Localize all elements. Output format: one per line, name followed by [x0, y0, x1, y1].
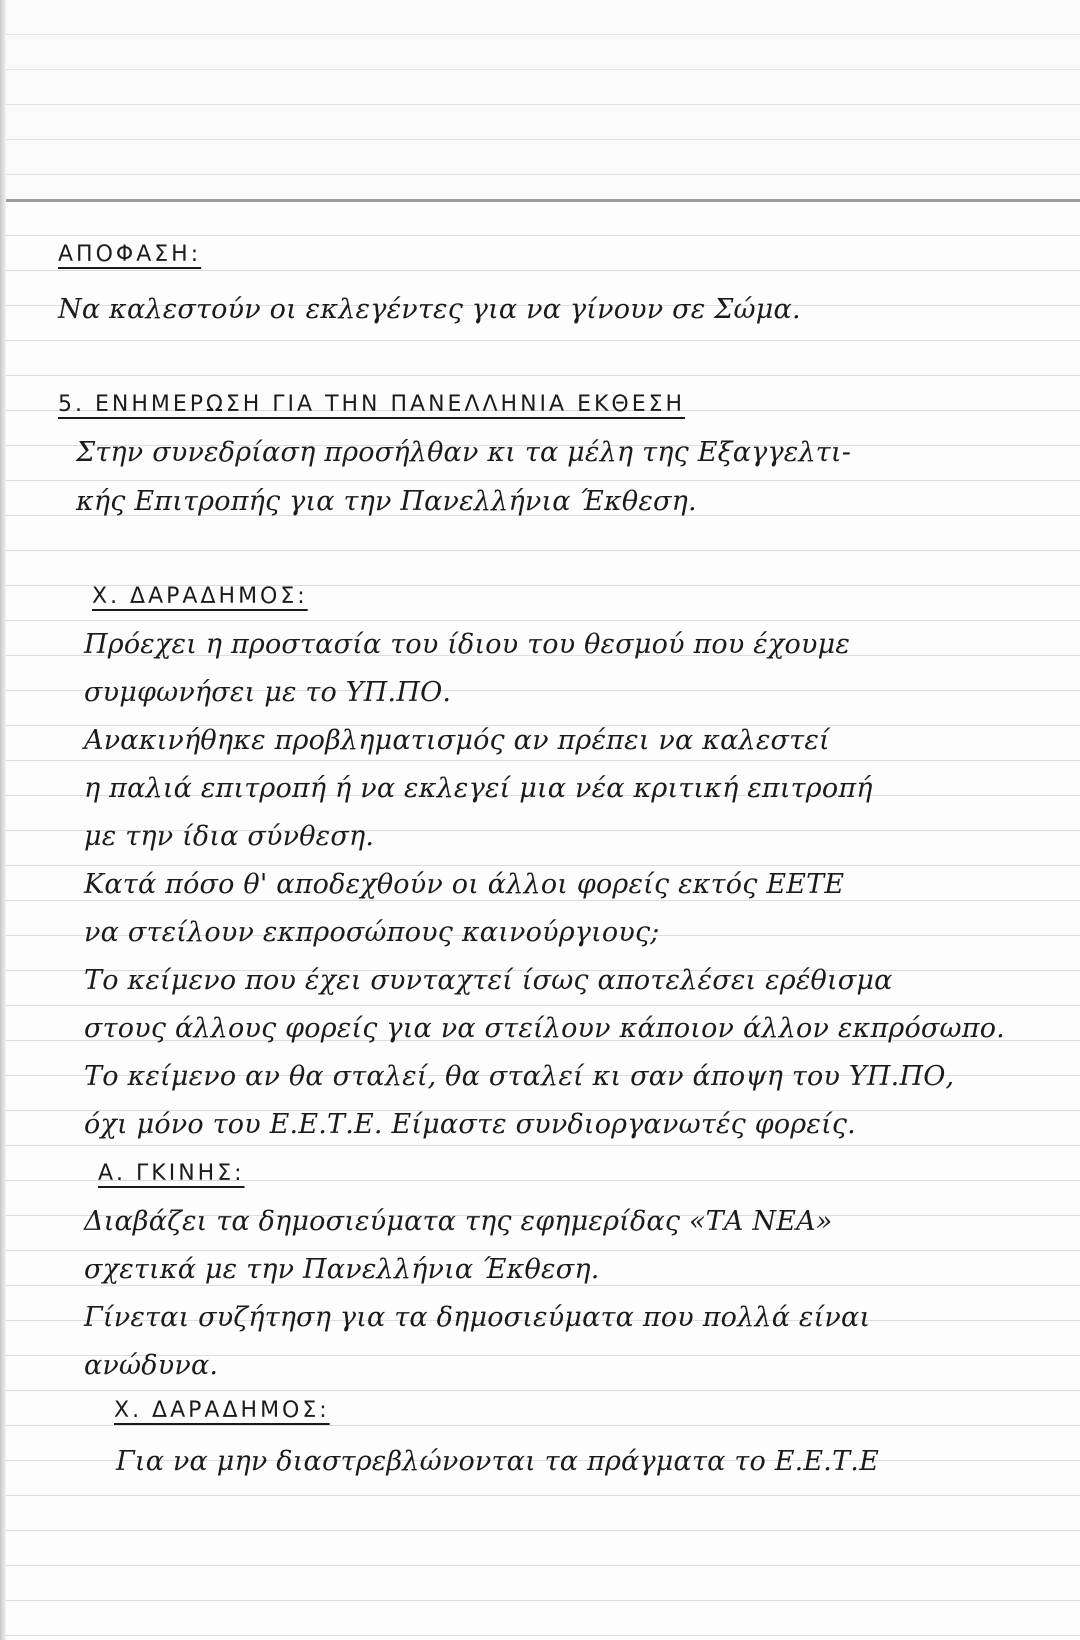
- speaker1-line: Το κείμενο που έχει συνταχτεί ίσως αποτελέσει ερέθισμα: [84, 965, 893, 996]
- speaker1-line: Το κείμενο αν θα σταλεί, θα σταλεί κι σαν άποψη του ΥΠ.ΠΟ,: [84, 1061, 955, 1092]
- speaker3-heading: Χ. ΔΑΡΑΔΗΜΟΣ:: [114, 1398, 330, 1423]
- header-rule: [0, 199, 1080, 202]
- speaker1-line: στους άλλους φορείς για να στείλουν κάποιον άλλον εκπρόσωπο.: [84, 1013, 1005, 1044]
- speaker3-line: Για να μην διαστρεβλώνονται τα πράγματα το Ε.Ε.Τ.Ε: [116, 1446, 879, 1477]
- speaker1-line: να στείλουν εκπροσώπους καινούργιους;: [84, 917, 660, 948]
- item5-text-line: Στην συνεδρίαση προσήλθαν κι τα μέλη της Εξαγγελτι-: [76, 437, 852, 468]
- item5-heading: 5. ΕΝΗΜΕΡΩΣΗ ΓΙΑ ΤΗΝ ΠΑΝΕΛΛΗΝΙΑ ΕΚΘΕΣΗ: [58, 392, 686, 417]
- speaker1-line: συμφωνήσει με το ΥΠ.ΠΟ.: [84, 677, 452, 708]
- speaker1-line: Κατά πόσο θ' αποδεχθούν οι άλλοι φορείς εκτός ΕΕΤΕ: [84, 869, 845, 900]
- decision-heading: ΑΠΟΦΑΣΗ:: [58, 242, 202, 267]
- speaker1-heading: Χ. ΔΑΡΑΔΗΜΟΣ:: [92, 584, 308, 609]
- speaker1-line: Ανακινήθηκε προβληματισμός αν πρέπει να καλεστεί: [84, 725, 830, 756]
- item5-text-line: κής Επιτροπής για την Πανελλήνια Έκθεση.: [76, 486, 697, 517]
- speaker2-line: Διαβάζει τα δημοσιεύματα της εφημερίδας «ΤΑ ΝΕΑ»: [84, 1206, 833, 1237]
- speaker2-line: ανώδυνα.: [84, 1350, 219, 1381]
- page-binding-edge: [0, 0, 6, 1640]
- speaker2-heading: Α. ΓΚΙΝΗΣ:: [98, 1161, 245, 1186]
- decision-text: Να καλεστούν οι εκλεγέντες για να γίνουν σε Σώμα.: [58, 294, 801, 325]
- speaker1-line: Πρόεχει η προστασία του ίδιου του θεσμού που έχουμε: [84, 629, 851, 660]
- speaker1-line: όχι μόνο του Ε.Ε.Τ.Ε. Είμαστε συνδιοργανωτές φορείς.: [84, 1109, 856, 1140]
- speaker1-line: η παλιά επιτροπή ή να εκλεγεί μια νέα κριτική επιτροπή: [84, 773, 873, 804]
- speaker2-line: Γίνεται συζήτηση για τα δημοσιεύματα που πολλά είναι: [84, 1302, 871, 1333]
- speaker1-line: με την ίδια σύνθεση.: [84, 821, 375, 852]
- speaker2-line: σχετικά με την Πανελλήνια Έκθεση.: [84, 1254, 600, 1285]
- page-top-margin: [0, 0, 1080, 199]
